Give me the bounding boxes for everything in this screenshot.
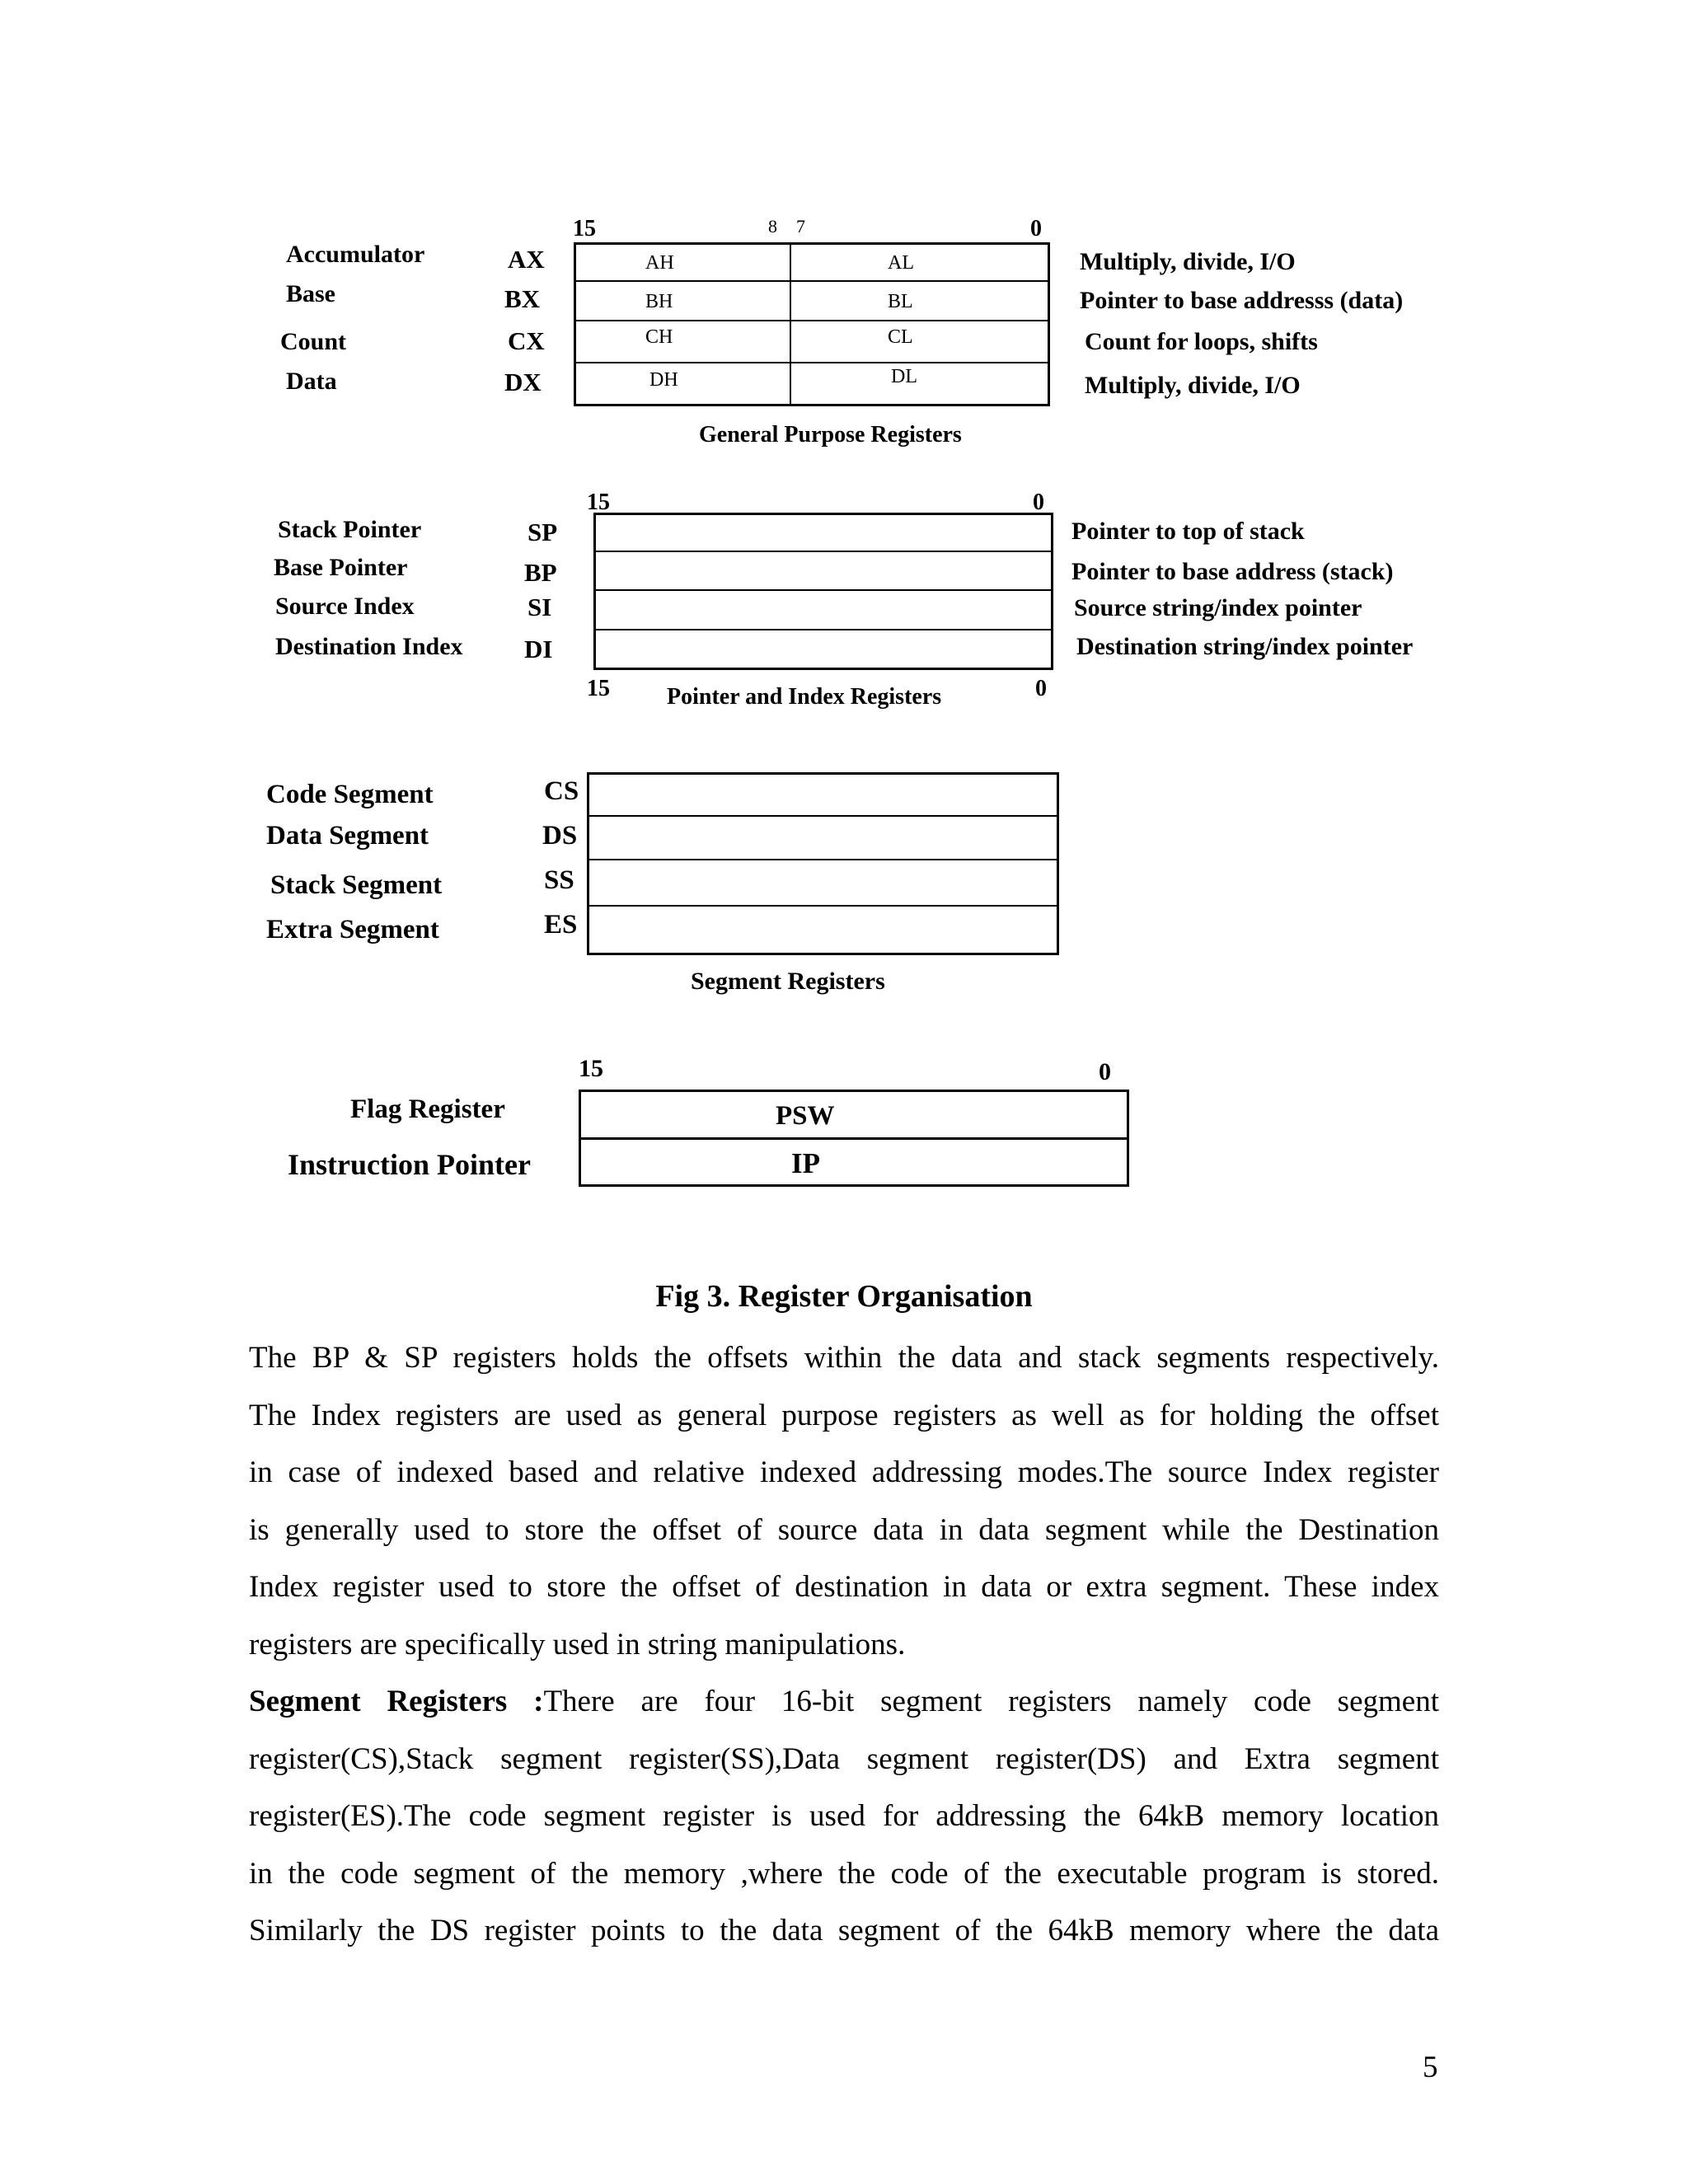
paragraph-line: is generally used to store the offset of source data in data segment while the Destination xyxy=(249,1512,1439,1547)
register-name: Data xyxy=(286,368,337,395)
register-name: Extra Segment xyxy=(266,915,439,944)
register-description: Destination string/index pointer xyxy=(1076,633,1414,660)
register-abbr: DI xyxy=(524,635,553,663)
pi-register-box xyxy=(593,513,1053,670)
register-abbr: CS xyxy=(544,776,579,806)
register-name: Base Pointer xyxy=(274,554,408,581)
paragraph-line: registers are specifically used in string manipulations. xyxy=(249,1627,906,1661)
segment-row-line xyxy=(587,815,1059,817)
paragraph-line: in case of indexed based and relative indexed addressing modes.The source Index register xyxy=(249,1455,1439,1489)
bit-label-0: 0 xyxy=(1099,1058,1111,1085)
register-description: Pointer to base addresss (data) xyxy=(1080,287,1404,314)
register-abbr: CX xyxy=(508,326,545,355)
segment-register-box xyxy=(587,772,1059,955)
diagram-caption: General Purpose Registers xyxy=(699,422,962,448)
register-abbr: DS xyxy=(542,821,578,851)
gp-row-line xyxy=(574,362,1050,363)
paragraph-index-registers xyxy=(249,1329,1439,1673)
bit-label-15: 15 xyxy=(579,1055,603,1082)
bit-label-0: 0 xyxy=(1033,490,1044,515)
paragraph-text: There are four 16-bit segment registers namely code segment xyxy=(543,1685,1439,1718)
register-abbr: SI xyxy=(528,593,552,621)
segment-row-line xyxy=(587,905,1059,907)
register-name: Destination Index xyxy=(275,633,463,660)
diagram-caption: Segment Registers xyxy=(691,968,885,995)
register-abbr: BP xyxy=(524,558,557,587)
register-name: Data Segment xyxy=(266,821,429,851)
paragraph-line: Similarly the DS register points to the data segment of the 64kB memory where the data xyxy=(249,1914,1439,1947)
register-name: Flag Register xyxy=(350,1094,505,1124)
paragraph-segment-registers xyxy=(249,1673,1439,1960)
register-low-byte: CL xyxy=(888,326,913,348)
register-name: Instruction Pointer xyxy=(288,1148,531,1181)
bit-label-15: 15 xyxy=(573,216,596,241)
gp-row-line xyxy=(574,280,1050,282)
gp-row-line xyxy=(574,320,1050,321)
paragraph-line: The BP & SP registers holds the offsets within the data and stack segments respectively. xyxy=(249,1341,1439,1375)
register-name: Stack Pointer xyxy=(278,516,422,543)
register-low-byte: AL xyxy=(888,252,914,274)
register-high-byte: CH xyxy=(645,326,673,348)
register-name: Base xyxy=(286,280,335,307)
paragraph-line: The Index registers are used as general purpose registers as well as for holding the offset xyxy=(249,1398,1439,1432)
register-description: Multiply, divide, I/O xyxy=(1085,372,1301,399)
register-abbr: BX xyxy=(504,284,541,313)
flag-ip-row-line xyxy=(579,1137,1129,1140)
register-description: Count for loops, shifts xyxy=(1085,328,1318,355)
register-description: Pointer to top of stack xyxy=(1071,518,1305,545)
gp-divider xyxy=(790,242,791,406)
pi-row-line xyxy=(593,589,1053,591)
bit-label-0: 0 xyxy=(1035,676,1047,701)
bit-label-15: 15 xyxy=(587,490,610,515)
bit-label-0: 0 xyxy=(1030,216,1042,241)
register-abbr: DX xyxy=(504,368,542,396)
bit-label-8: 8 xyxy=(768,216,777,237)
pi-row-line xyxy=(593,551,1053,552)
register-description: Source string/index pointer xyxy=(1074,594,1362,621)
register-abbr: SP xyxy=(528,518,558,546)
paragraph-line: Index register used to store the offset of destination in data or extra segment. These index xyxy=(249,1570,1439,1604)
segment-row-line xyxy=(587,859,1059,860)
paragraph-line: in the code segment of the memory ,where the code of the executable program is stored. xyxy=(249,1856,1439,1891)
register-cell: IP xyxy=(791,1147,820,1179)
register-name: Code Segment xyxy=(266,780,434,809)
register-name: Stack Segment xyxy=(270,870,443,900)
bit-label-15: 15 xyxy=(587,676,610,701)
figure-caption: Fig 3. Register Organisation xyxy=(655,1279,1033,1314)
register-abbr: SS xyxy=(544,865,574,895)
register-abbr: ES xyxy=(544,910,578,940)
paragraph-heading: Segment Registers : xyxy=(249,1685,544,1718)
register-description: Pointer to base address (stack) xyxy=(1071,558,1394,585)
bit-label-7: 7 xyxy=(796,216,805,237)
register-low-byte: BL xyxy=(888,291,913,312)
paragraph-line xyxy=(249,1673,1439,1731)
paragraph-line: register(ES).The code segment register is used for addressing the 64kB memory location xyxy=(249,1799,1439,1833)
register-high-byte: BH xyxy=(645,291,673,312)
diagram-caption: Pointer and Index Registers xyxy=(667,684,942,710)
register-description: Multiply, divide, I/O xyxy=(1080,248,1296,275)
register-high-byte: AH xyxy=(645,252,674,274)
register-high-byte: DH xyxy=(649,369,678,391)
register-name: Source Index xyxy=(275,593,415,620)
register-low-byte: DL xyxy=(891,366,917,387)
register-name: Count xyxy=(280,328,347,355)
pi-row-line xyxy=(593,629,1053,630)
page-number: 5 xyxy=(1423,2050,1438,2084)
register-abbr: AX xyxy=(508,245,545,274)
paragraph-line: register(CS),Stack segment register(SS),Data segment register(DS) and Extra segment xyxy=(249,1741,1439,1776)
register-cell: PSW xyxy=(776,1101,835,1131)
register-name: Accumulator xyxy=(286,241,425,268)
